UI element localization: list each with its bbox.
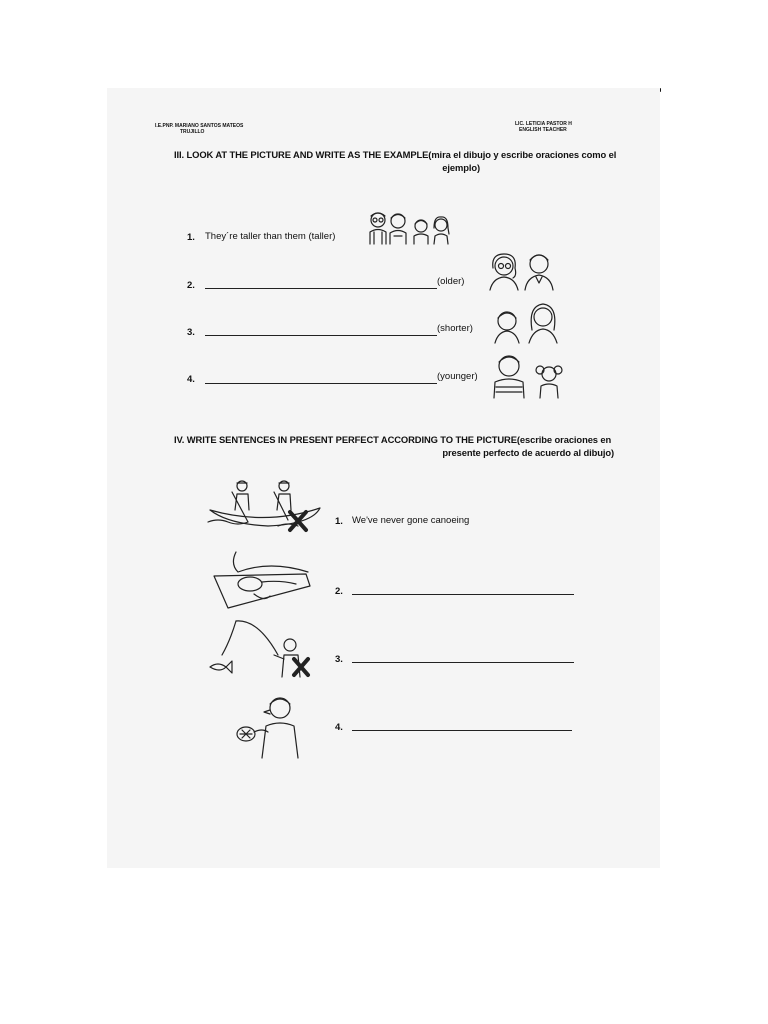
short-and-tall-children-picture	[493, 300, 563, 345]
section-4-title-line2: presente perfecto de acuerdo al dibujo)	[442, 447, 614, 458]
item-3-2-number: 2.	[187, 280, 195, 291]
answer-line-4-3[interactable]	[352, 662, 574, 663]
fishing-picture	[208, 615, 318, 680]
answer-line-3-2[interactable]	[205, 288, 437, 289]
item-3-1-example: They´re taller than them (taller)	[205, 231, 336, 242]
eating-oyster-picture	[228, 692, 308, 760]
answer-line-4-2[interactable]	[352, 594, 574, 595]
item-4-4-number: 4.	[335, 722, 343, 733]
older-couple-picture	[487, 250, 562, 292]
section-4-title-line1: IV. WRITE SENTENCES IN PRESENT PERFECT ACCORDING TO THE PICTURE(escribe oraciones en	[174, 434, 612, 445]
school-name: I.E.PNP. MARIANO SANTOS MATEOS	[155, 123, 244, 129]
item-4-3-number: 3.	[335, 654, 343, 665]
item-3-3-hint: (shorter)	[437, 323, 473, 334]
section-3-title-line2: ejemplo)	[442, 162, 480, 173]
item-4-1-example: We've never gone canoeing	[352, 515, 470, 526]
tall-and-short-children-picture	[366, 208, 456, 248]
canoeing-picture	[208, 478, 326, 533]
worksheet-page	[107, 88, 660, 868]
school-city: TRUJILLO	[180, 129, 205, 135]
answer-line-3-3[interactable]	[205, 335, 437, 336]
sleeping-in-bed-picture	[210, 550, 315, 610]
answer-line-3-4[interactable]	[205, 383, 437, 384]
item-3-4-hint: (younger)	[437, 371, 478, 382]
item-3-2-hint: (older)	[437, 276, 465, 287]
teacher-name: LIC. LETICIA PASTOR H	[515, 121, 572, 127]
item-4-2-number: 2.	[335, 586, 343, 597]
older-and-younger-child-picture	[491, 352, 571, 400]
section-3-title-line1: III. LOOK AT THE PICTURE AND WRITE AS THE EXAMPLE(mira el dibujo y escribe oraciones como el	[174, 149, 617, 160]
teacher-role: ENGLISH TEACHER	[519, 127, 567, 133]
item-3-4-number: 4.	[187, 374, 195, 385]
answer-line-4-4[interactable]	[352, 730, 572, 731]
item-3-1-number: 1.	[187, 232, 195, 243]
item-3-3-number: 3.	[187, 327, 195, 338]
section-4-title	[174, 433, 620, 459]
section-3-title	[174, 148, 628, 174]
item-4-1-number: 1.	[335, 516, 343, 527]
